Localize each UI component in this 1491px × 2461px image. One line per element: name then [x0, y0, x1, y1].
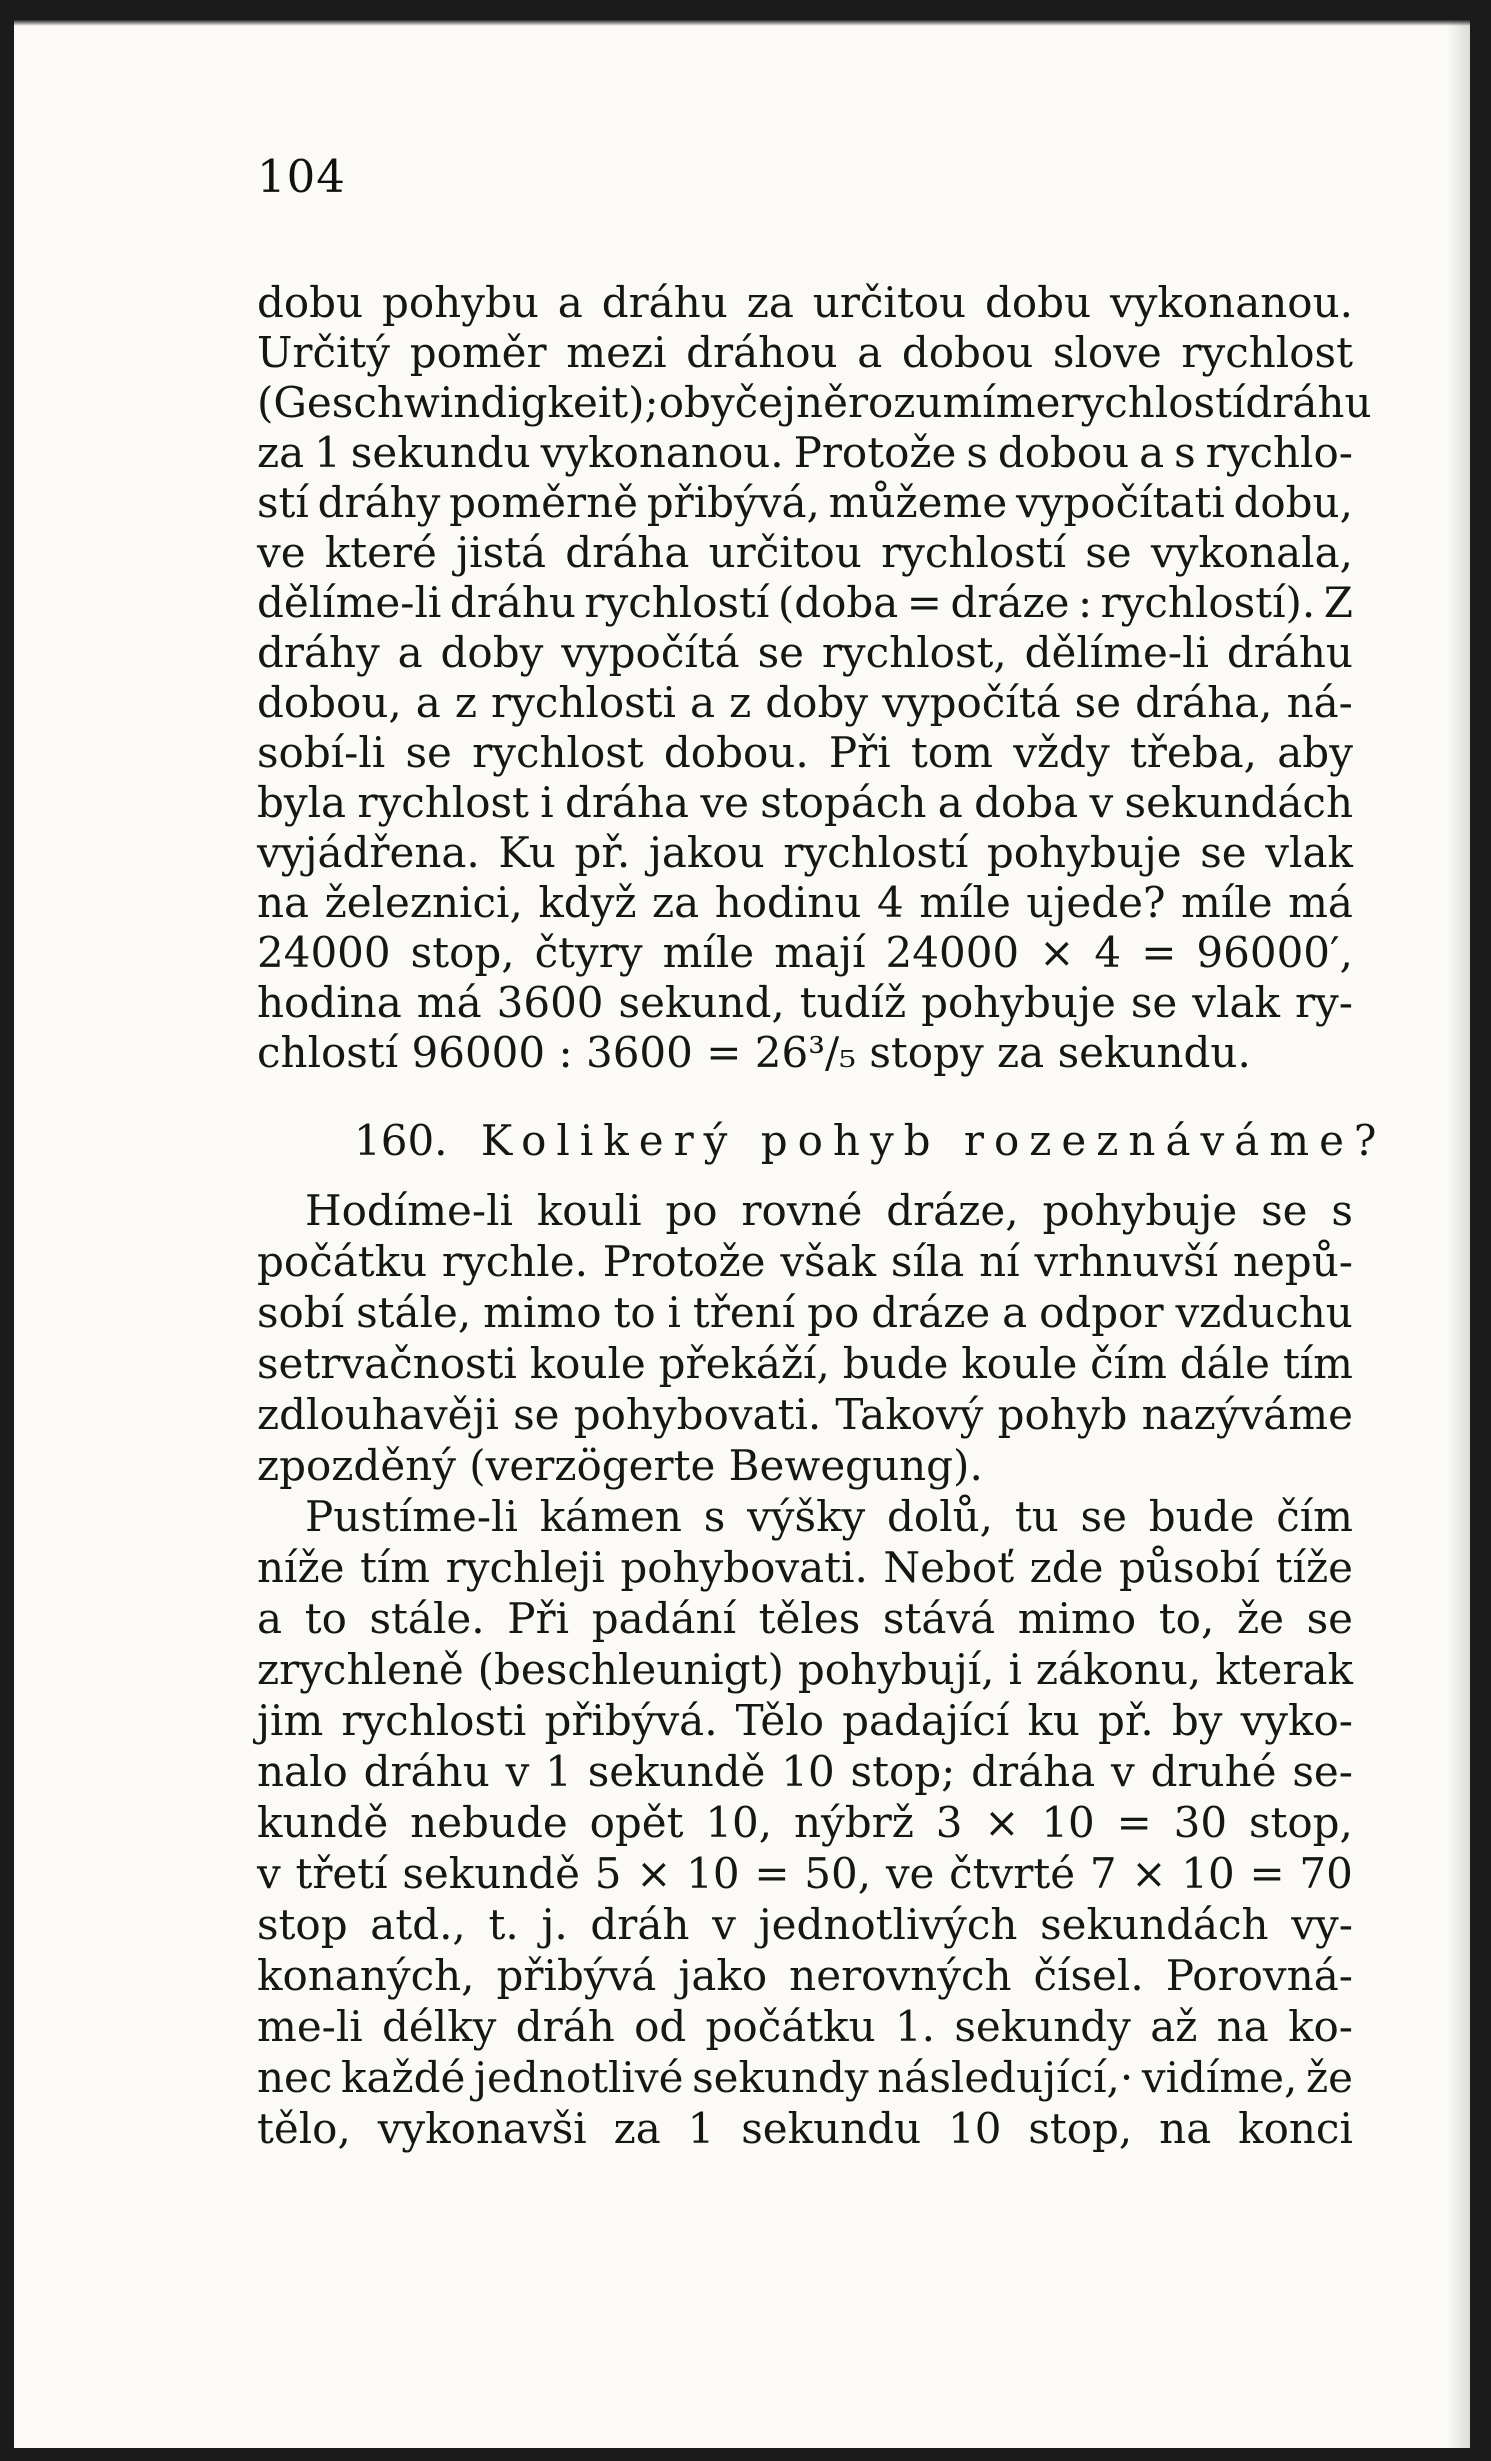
text-line: setrvačnosti koule překáží, bude koule čím dále tím: [257, 1339, 1353, 1388]
text-line: stí dráhy poměrně přibývá, můžeme vypočítati dobu,: [257, 478, 1353, 527]
text-line: zrychleně (beschleunigt) pohybují, i zákonu, kterak: [257, 1645, 1353, 1694]
section-heading: [354, 1116, 1387, 1165]
text-line: sobí stále, mimo to i tření po dráze a odpor vzduchu: [257, 1288, 1353, 1337]
text-line: v třetí sekundě 5 × 10 = 50, ve čtvrté 7 × 10 = 70: [257, 1849, 1353, 1898]
text-line: me-li délky dráh od počátku 1. sekundy až na ko-: [257, 2002, 1353, 2051]
text-line: níže tím rychleji pohybovati. Neboť zde působí tíže: [257, 1543, 1353, 1592]
text-line: dobou, a z rychlosti a z doby vypočítá se dráha, ná-: [257, 678, 1353, 727]
text-line: konaných, přibývá jako nerovných čísel. Porovná-: [257, 1951, 1353, 2000]
text-line: počátku rychle. Protože však síla ní vrhnuvší nepů-: [257, 1237, 1353, 1286]
text-line: byla rychlost i dráha ve stopách a doba v sekundách: [257, 778, 1353, 827]
text-line: a to stále. Při padání těles stává mimo to, že se: [257, 1594, 1353, 1643]
text-line: Určitý poměr mezi dráhou a dobou slove rychlost: [257, 328, 1353, 377]
page-top-edge: [14, 20, 1470, 26]
text-line: hodina má 3600 sekund, tudíž pohybuje se vlak ry-: [257, 978, 1353, 1027]
text-line: zpozděný (verzögerte Bewegung).: [257, 1441, 983, 1490]
text-line: jim rychlosti přibývá. Tělo padající ku př. by vyko-: [257, 1696, 1353, 1745]
text-line: kundě nebude opět 10, nýbrž 3 × 10 = 30 stop,: [257, 1798, 1353, 1847]
text-line: nalo dráhu v 1 sekundě 10 stop; dráha v druhé se-: [257, 1747, 1353, 1796]
text-line: 24000 stop, čtyry míle mají 24000 × 4 = 96000′,: [257, 928, 1353, 977]
text-line: na železnici, když za hodinu 4 míle ujede? míle má: [257, 878, 1353, 927]
text-line: zdlouhavěji se pohybovati. Takový pohyb nazýváme: [257, 1390, 1353, 1439]
text-line: stop atd., t. j. dráh v jednotlivých sekundách vy-: [257, 1900, 1353, 1949]
page-number: 104: [257, 150, 346, 203]
text-line: dobu pohybu a dráhu za určitou dobu vykonanou.: [257, 278, 1353, 327]
text-line: dělíme-li dráhu rychlostí (doba = dráze : rychlostí). Z: [257, 578, 1353, 627]
text-line: za 1 sekundu vykonanou. Protože s dobou a s rychlo-: [257, 428, 1353, 477]
section-title: Kolikerý pohyb rozeznáváme?: [480, 1116, 1387, 1165]
text-line: tělo, vykonavši za 1 sekundu 10 stop, na konci: [257, 2104, 1353, 2153]
text-line: (Geschwindigkeit); obyčejně rozumíme rychlostí dráhu: [257, 378, 1372, 427]
text-line: chlostí 96000 : 3600 = 26³/₅ stopy za sekundu.: [257, 1028, 1251, 1077]
text-line: ve které jistá dráha určitou rychlostí se vykonala,: [257, 528, 1353, 577]
text-line: dráhy a doby vypočítá se rychlost, dělíme-li dráhu: [257, 628, 1353, 677]
text-line: Pustíme-li kámen s výšky dolů, tu se bude čím: [305, 1492, 1353, 1541]
text-line: nec každé jednotlivé sekundy následující,· vidíme, že: [257, 2053, 1353, 2102]
section-number: 160.: [354, 1116, 448, 1165]
text-line: vyjádřena. Ku př. jakou rychlostí pohybuje se vlak: [257, 828, 1353, 877]
text-line: Hodíme-li kouli po rovné dráze, pohybuje se s: [305, 1186, 1353, 1235]
book-page: [14, 20, 1470, 2448]
text-line: sobí-li se rychlost dobou. Při tom vždy třeba, aby: [257, 728, 1353, 777]
page-edge-shadow: [1446, 20, 1470, 2448]
